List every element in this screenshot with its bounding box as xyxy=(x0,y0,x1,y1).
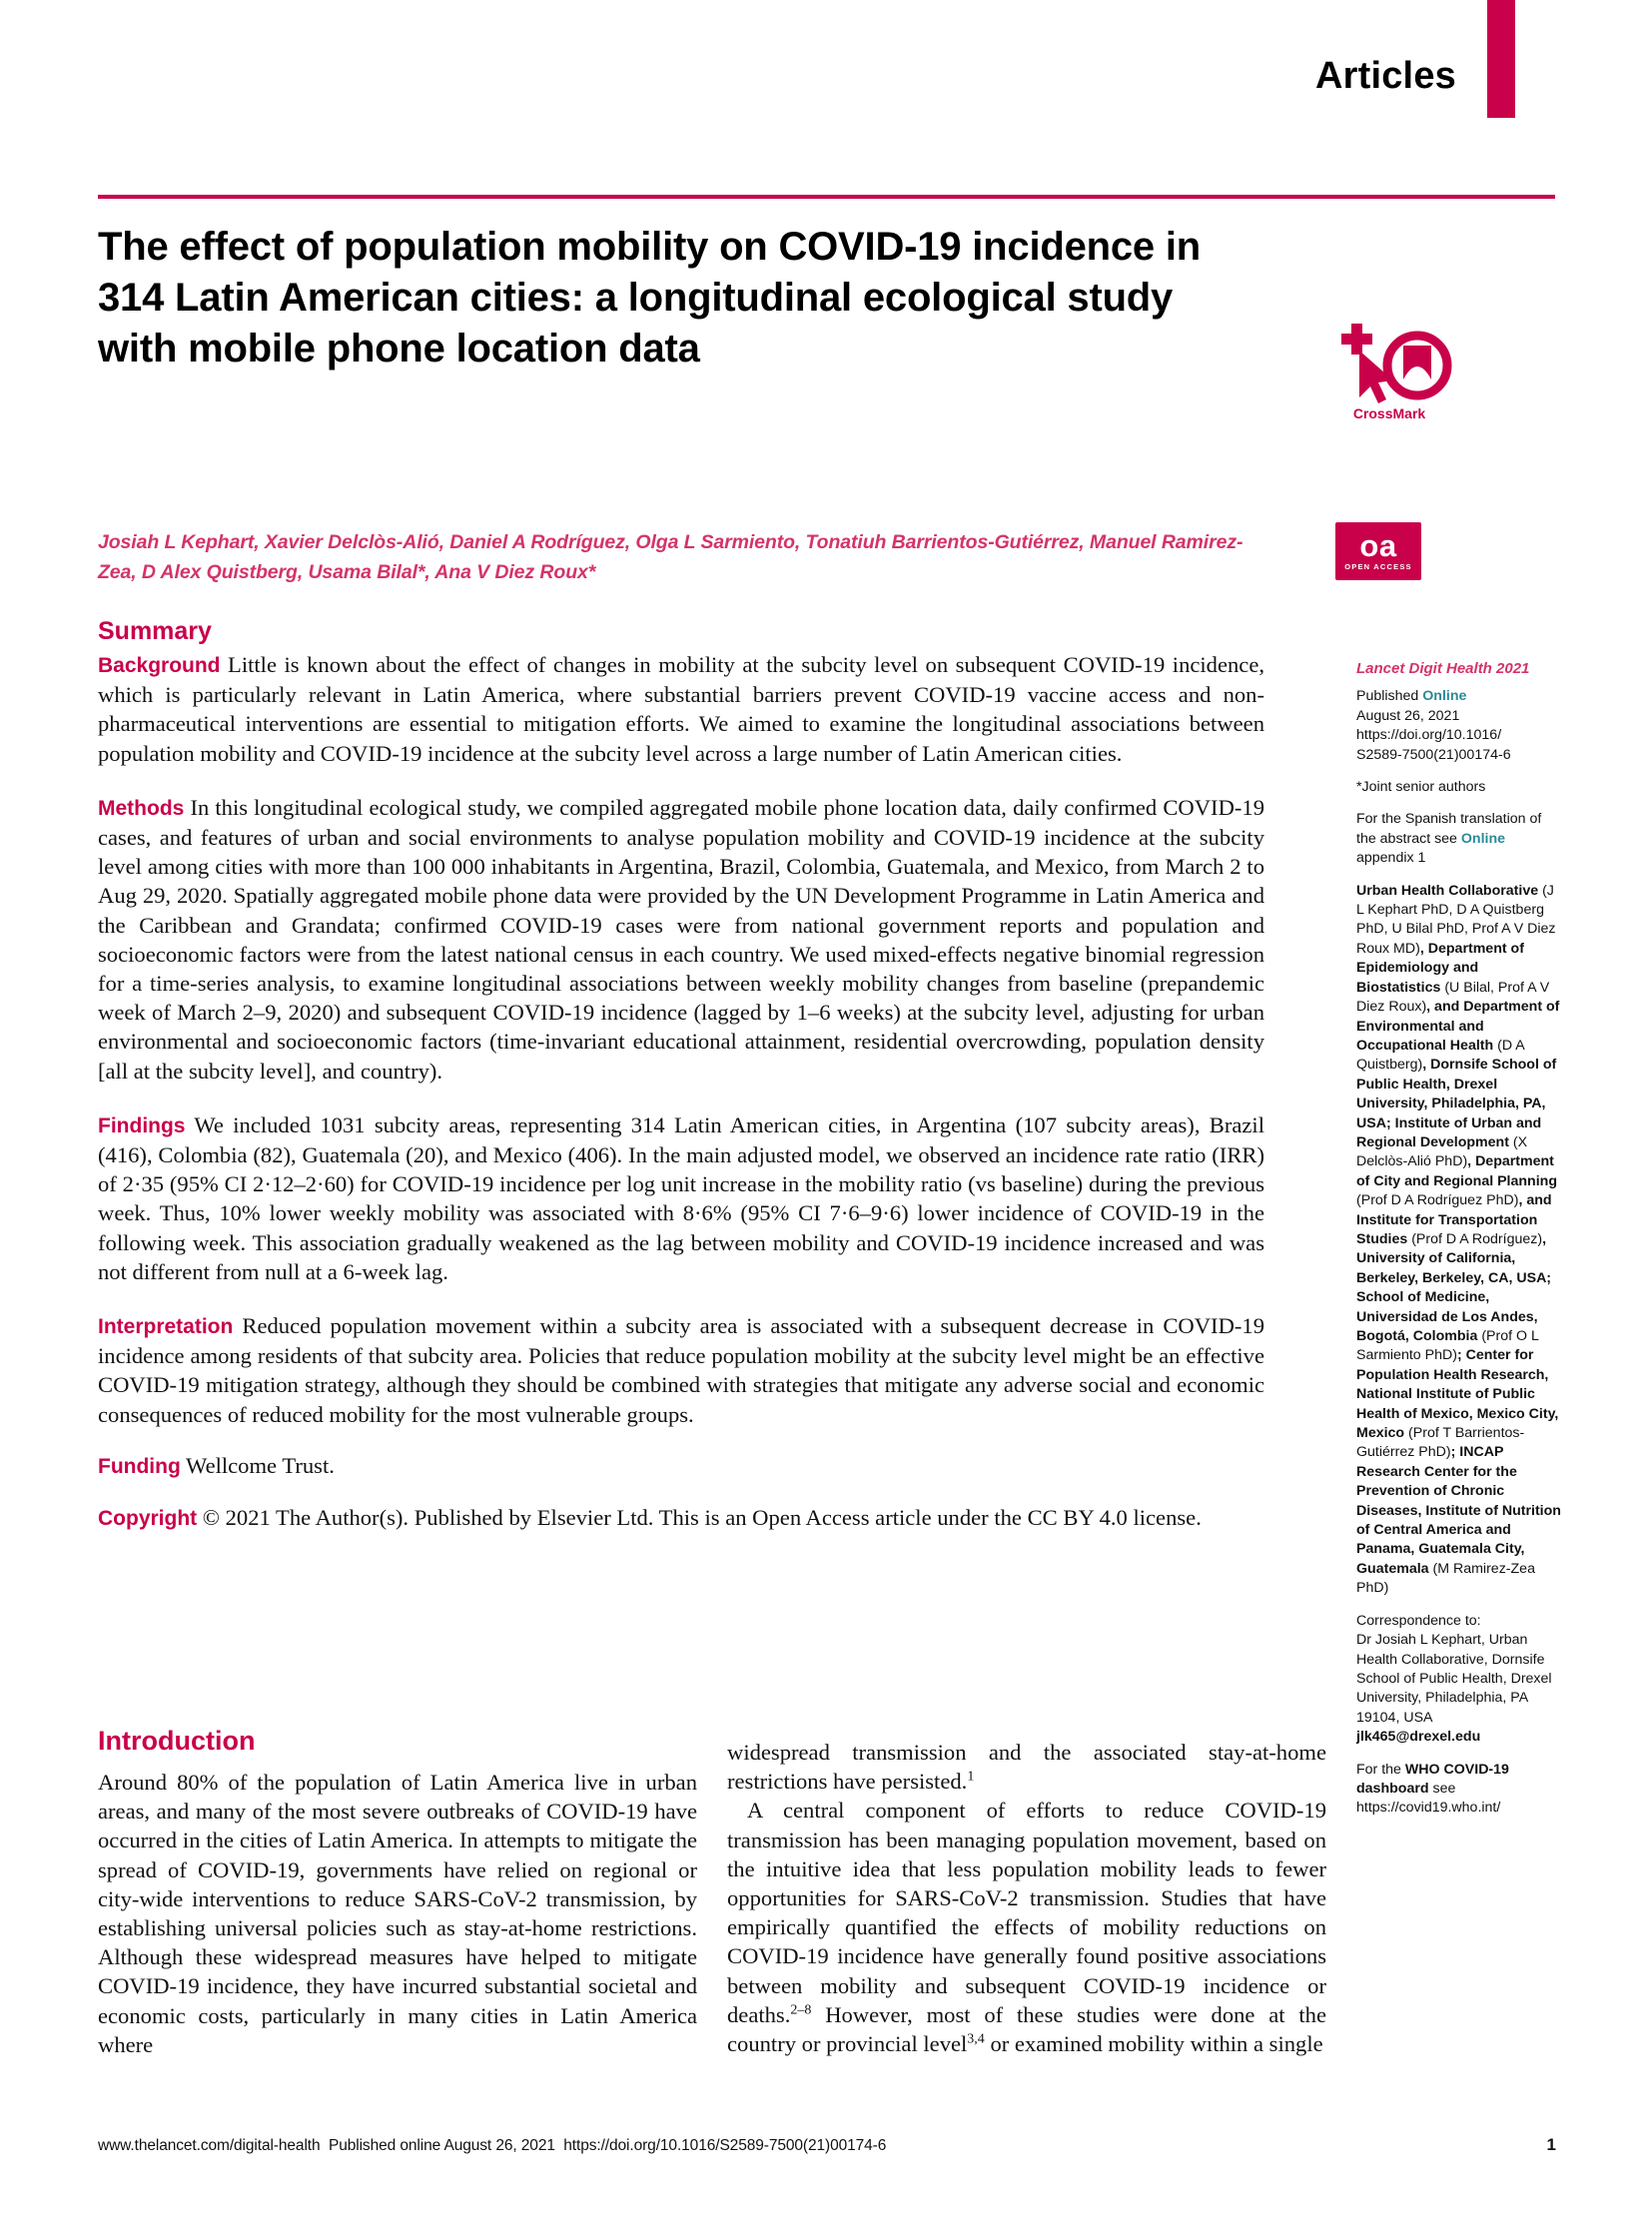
correspondence-email[interactable]: jlk465@drexel.edu xyxy=(1356,1729,1481,1746)
svg-text:CrossMark: CrossMark xyxy=(1352,405,1426,421)
affiliation-authors: (X Delclòs-Alió PhD) xyxy=(1356,1133,1528,1170)
intro-text: or examined mobility within a single xyxy=(984,2031,1323,2057)
page-number: 1 xyxy=(1546,2135,1556,2154)
spanish-note-tail: appendix 1 xyxy=(1356,850,1426,867)
citation-ref[interactable]: 2–8 xyxy=(790,2002,812,2018)
page-footer xyxy=(98,2137,886,2155)
correspondence-address: Dr Josiah L Kephart, Urban Health Collaborative, Dornsife School of Public Health, Drexel University, Philadelphia, PA 19104, USA xyxy=(1356,1632,1552,1726)
summary-paragraph xyxy=(98,793,1264,1086)
open-access-label: oa xyxy=(1359,528,1397,563)
affiliation-institution: Center for Population Health Research, National Institute of Public Health of Mexico, Mexico City, Mexico xyxy=(1356,1347,1559,1442)
crossmark-icon[interactable] xyxy=(1333,318,1453,425)
intro-paragraph xyxy=(727,1738,1326,1796)
affiliation-authors: (U Bilal, Prof A V Diez Roux) xyxy=(1356,979,1550,1016)
article-title: The effect of population mobility on COVID-19 incidence in 314 Latin American cities: a longitudinal ecological study with mobile phone location data xyxy=(98,225,1202,370)
who-note-prefix: For the xyxy=(1356,1761,1405,1778)
summary-paragraph xyxy=(98,1311,1264,1429)
summary-paragraph xyxy=(98,650,1264,768)
summary-body: Little is known about the effect of changes in mobility at the subcity level on subsequent COVID-19 incidence, which is particularly relevant in Latin America, where substantial barriers prevent COVID-19 vaccine access and non-pharmaceutical interventions are essential to mitigation efforts. We aimed to examine the longitudinal associations between population mobility and COVID-19 incidence at the subcity level across a large number of Latin American cities. xyxy=(98,652,1264,766)
affiliation-authors: (Prof O L Sarmiento PhD) xyxy=(1356,1328,1539,1364)
intro-text: A central component of efforts to reduce COVID-19 transmission has been managing population movement, based on the intuitive idea that less population mobility leads to fewer opportunities for SARS-CoV-2 transmission. Studies that have empirically quantified the effects of mobility reductions on COVID-19 incidence have generally found positive associations between mobility and subsequent COVID-19 incidence or deaths. xyxy=(727,1798,1326,2027)
affiliation-institution: Urban Health Collaborative xyxy=(1356,882,1539,899)
affiliation-institution: Department of Epidemiology and Biostatistics xyxy=(1356,940,1524,996)
summary-body: We included 1031 subcity areas, representing 314 Latin American cities, in Argentina (107 subcity areas), Brazil (416), Colombia (82), Guatemala (20), and Mexico (406). In the main adjusted model, we observed an incidence rate ratio (IRR) of 2·35 (95% CI 2·12–2·60) for COVID-19 incidence per log unit increase in the mobility ratio (vs baseline) during the previous week. Thus, 10% lower weekly mobility was associated with 8·6% (95% CI 7·6–9·6) lower incidence of COVID-19 in the following week. This association gradually weakened as the lag between mobility and COVID-19 incidence increased and was not different from null at a 6-week lag. xyxy=(98,1111,1264,1284)
online-link[interactable]: Online xyxy=(1422,688,1467,705)
intro-paragraph: Around 80% of the population of Latin America live in urban areas, and many of the most severe outbreaks of COVID-19 have occurred in the cities of Latin America. In attempts to mitigate the spread of COVID-19, governments have relied on regional or city-wide interventions to reduce SARS-CoV-2 transmission, by establishing universal policies such as stay-at-home restrictions. Although these widespread measures have helped to mitigate COVID-19 incidence, they have incurred substantial societal and economic costs, particularly in many cities in Latin America where xyxy=(98,1770,697,2057)
affiliation-separator: ; xyxy=(1456,1347,1466,1364)
summary-body: © 2021 The Author(s). Published by Elsevier Ltd. This is an Open Access article under the CC BY 4.0 license. xyxy=(197,1505,1202,1531)
doi-link-part1[interactable]: https://doi.org/10.1016/ xyxy=(1356,727,1502,744)
correspondence xyxy=(1356,1612,1564,1748)
affiliation-institution: Department of City and Regional Planning xyxy=(1356,1153,1557,1189)
published-label: Published xyxy=(1356,688,1423,705)
summary-paragraph xyxy=(98,1503,1264,1533)
affiliation-institution: Dornsife School of Public Health, Drexel University, Philadelphia, PA, USA; Institute of Urban and Regional Development xyxy=(1356,1057,1557,1150)
introduction-heading: Introduction xyxy=(98,1726,256,1756)
affiliation-authors: (Prof D A Rodríguez PhD) xyxy=(1356,1192,1519,1209)
summary-label: Funding xyxy=(98,1454,181,1478)
summary-label: Copyright xyxy=(98,1507,198,1531)
summary-paragraph xyxy=(98,1110,1264,1286)
who-dashboard-note xyxy=(1356,1761,1564,1819)
joint-authors-note: *Joint senior authors xyxy=(1356,779,1486,796)
introduction-column-right xyxy=(727,1738,1326,2058)
footer-site[interactable]: www.thelancet.com/digital-health xyxy=(98,2137,321,2154)
metadata-sidebar xyxy=(1356,659,1564,1832)
who-dashboard-link[interactable]: see https://covid19.who.int/ xyxy=(1356,1780,1501,1817)
citation-ref[interactable]: 3,4 xyxy=(967,2031,985,2047)
affiliation-authors: (M Ramirez-Zea PhD) xyxy=(1356,1560,1535,1597)
doi-link-part2[interactable]: S2589-7500(21)00174-6 xyxy=(1356,746,1511,763)
summary-label: Methods xyxy=(98,796,185,820)
open-access-badge[interactable] xyxy=(1335,522,1421,580)
footer-published: Published online August 26, 2021 xyxy=(328,2137,555,2154)
header-rule xyxy=(98,195,1555,199)
intro-text: widespread transmission and the associated stay-at-home restrictions have persisted. xyxy=(727,1740,1326,1795)
affiliation-authors: (Prof D A Rodríguez) xyxy=(1407,1230,1543,1247)
intro-paragraph xyxy=(727,1796,1326,2058)
spanish-note-text: For the Spanish translation of the abstract see xyxy=(1356,811,1542,847)
affiliation-separator: ; xyxy=(1450,1444,1460,1461)
affiliation-separator: , xyxy=(1419,940,1428,957)
masthead-accent-bar xyxy=(1487,0,1515,118)
affiliation-separator: , and xyxy=(1518,1192,1552,1209)
affiliation-separator: , xyxy=(1542,1230,1547,1247)
affiliation-institution: INCAP Research Center for the Prevention of Chronic Diseases, Institute of Nutrition of Central America and Panama, Guatemala City, Guatemala xyxy=(1356,1444,1561,1577)
publication-info xyxy=(1356,687,1564,765)
affiliation-separator: , and xyxy=(1426,999,1464,1016)
summary-section xyxy=(98,616,1264,1555)
summary-label: Findings xyxy=(98,1113,186,1137)
masthead xyxy=(0,0,1652,200)
citation-ref[interactable]: 1 xyxy=(967,1769,975,1785)
correspondence-label: Correspondence to: xyxy=(1356,1612,1481,1629)
affiliations-list xyxy=(1356,882,1564,1599)
section-label: Articles xyxy=(1314,55,1456,97)
summary-body: Wellcome Trust. xyxy=(180,1452,335,1478)
affiliation-authors: (D A Quistberg) xyxy=(1356,1037,1524,1074)
summary-label: Background xyxy=(98,654,221,677)
who-dashboard-label: WHO COVID-19 dashboard xyxy=(1356,1761,1509,1797)
summary-heading: Summary xyxy=(98,617,212,645)
affiliation-institution: University of California, Berkeley, Berkeley, CA, USA; School of Medicine, Universidad de Los Andes, Bogotá, Colombia xyxy=(1356,1250,1552,1344)
intro-text: However, most of these studies were done at the country or provincial level xyxy=(727,2001,1326,2057)
affiliation-institution: Institute for Transportation Studies xyxy=(1356,1211,1538,1247)
summary-paragraphs xyxy=(98,650,1264,1533)
introduction-column-left xyxy=(98,1768,697,2059)
open-access-sublabel: OPEN ACCESS xyxy=(1344,562,1412,571)
summary-body: Reduced population movement within a subcity area is associated with a subsequent decrease in COVID-19 incidence among residents of that subcity area. Policies that reduce population mobility at the subcity level might be an effective COVID-19 mitigation strategy, although they should be combined with strategies that mitigate any adverse social and economic consequences of reduced mobility for the most vulnerable groups. xyxy=(98,1313,1264,1427)
online-appendix-link[interactable]: Online xyxy=(1460,830,1506,847)
affiliation-separator: , xyxy=(1422,1057,1431,1074)
published-date: August 26, 2021 xyxy=(1356,707,1460,724)
summary-paragraph xyxy=(98,1451,1264,1481)
affiliation-institution: Department of Environmental and Occupational Health xyxy=(1356,999,1560,1054)
summary-label: Interpretation xyxy=(98,1315,234,1339)
affiliation-authors: (J L Kephart PhD, D A Quistberg PhD, U Bilal PhD, Prof A V Diez Roux MD) xyxy=(1356,882,1556,957)
affiliation-separator: , xyxy=(1467,1153,1476,1170)
footer-doi[interactable]: https://doi.org/10.1016/S2589-7500(21)00174-6 xyxy=(563,2137,887,2154)
spanish-translation-note xyxy=(1356,810,1564,868)
author-list: Josiah L Kephart, Xavier Delclòs-Alió, Daniel A Rodríguez, Olga L Sarmiento, Tonatiuh Barrientos-Gutiérrez, Manuel Ramirez-Zea, D Alex Quistberg, Usama Bilal*, Ana V Diez Roux* xyxy=(98,531,1243,583)
affiliation-authors: (Prof T Barrientos-Gutiérrez PhD) xyxy=(1356,1425,1525,1461)
summary-body: In this longitudinal ecological study, we compiled aggregated mobile phone location data, daily confirmed COVID-19 cases, and features of urban and social environments to analyse population mobility and COVID-19 incidence at the subcity level among cities with more than 100 000 inhabitants in Argentina, Brazil, Colombia, Guatemala, and Mexico, from March 2 to Aug 29, 2020. Spatially aggregated mobile phone data were provided by the UN Development Programme in Latin America and the Caribbean and Grandata; confirmed COVID-19 cases were from national government reports and population and socioeconomic factors were from the latest national census in each country. We used mixed-effects negative binomial regression for a time-series analysis, to examine longitudinal associations between weekly mobility changes from baseline (prepandemic week of March 2–9, 2020) and subsequent COVID-19 incidence (lagged by 1–6 weeks) at the subcity level, adjusting for urban environmental and socioeconomic factors (time-invariant educational attainment, residential overcrowding, population density [all at the subcity level], and country). xyxy=(98,794,1264,1084)
journal-citation: Lancet Digit Health 2021 xyxy=(1356,660,1530,677)
